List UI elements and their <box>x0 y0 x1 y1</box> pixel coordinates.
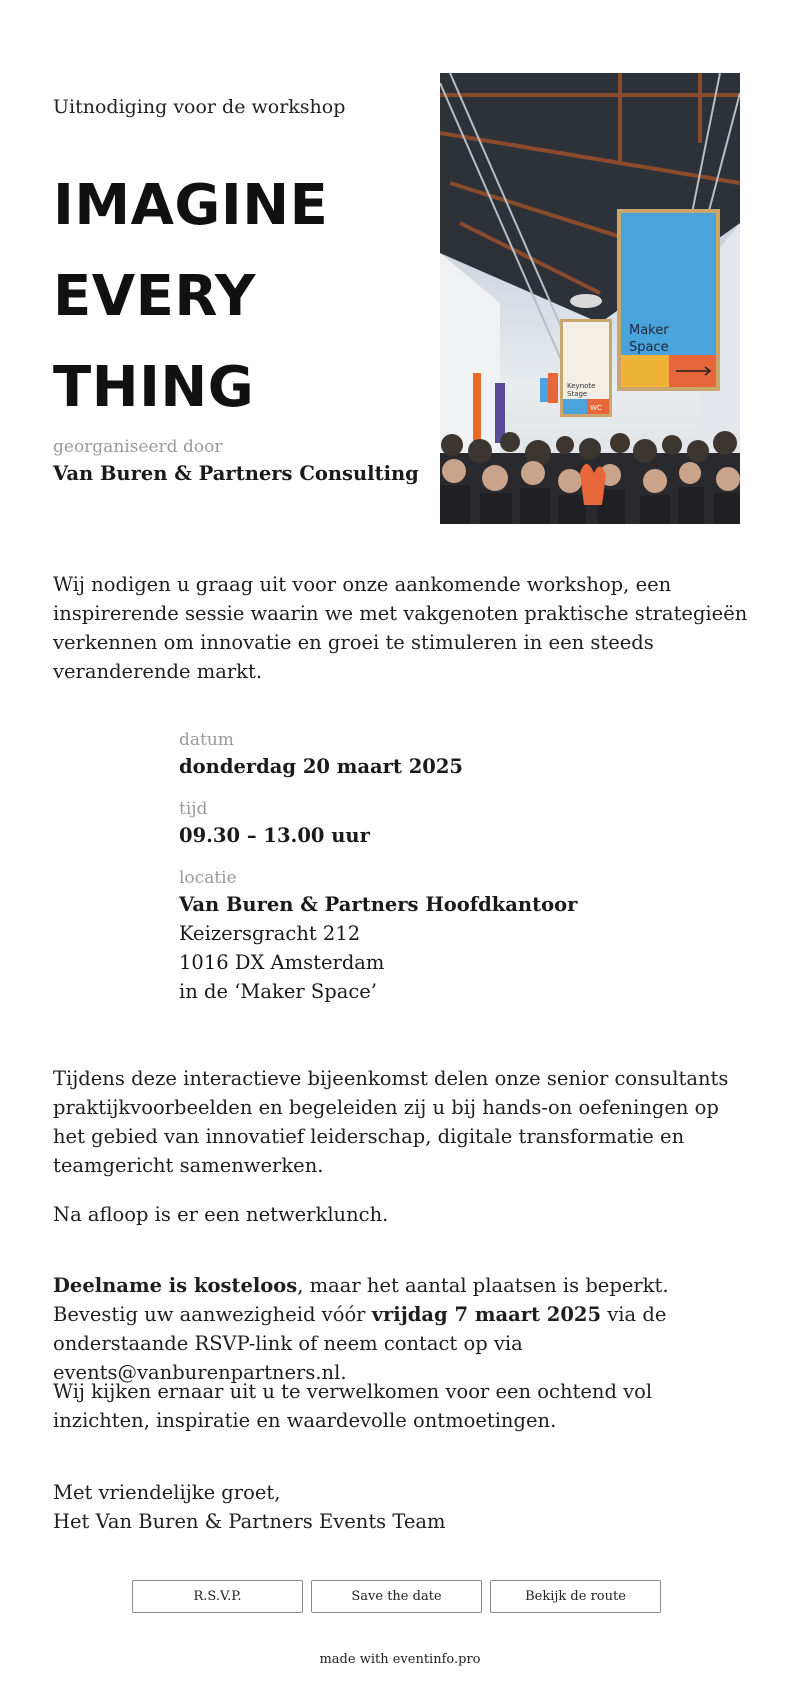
intro-paragraph: Wij nodigen u graag uit voor onze aankomende workshop, een inspirerende sessie waarin we met vakgenoten praktische strategieën verkennen om innovatie en groei te stimuleren in een steeds veranderende markt. <box>53 573 748 683</box>
maker-space-sign-line-2: Space <box>629 340 669 355</box>
wc-sign: WC <box>590 404 602 412</box>
keynote-sign-line-1: Keynote <box>567 382 596 390</box>
organized-by-label: georganiseerd door <box>53 437 223 457</box>
rsvp-paragraph <box>53 1271 753 1387</box>
location-street: Keizersgracht 212 <box>179 922 361 945</box>
free-participation-text: Deelname is kosteloos <box>53 1274 298 1297</box>
event-title-line-2: EVERY <box>53 264 256 329</box>
date-block <box>179 728 739 781</box>
organizer-name: Van Buren & Partners Consulting <box>53 462 419 485</box>
rsvp-text-part: , maar het aantal plaatsen is beperkt. Bevestig uw aanwezigheid vóór <box>53 1274 669 1326</box>
location-name: Van Buren & Partners Hoofdkantoor <box>179 893 578 916</box>
time-label: tijd <box>179 799 208 819</box>
time-value: 09.30 – 13.00 uur <box>179 824 370 847</box>
location-label: locatie <box>179 868 237 888</box>
action-buttons <box>132 1580 661 1613</box>
signoff-team: Het Van Buren & Partners Events Team <box>53 1510 446 1533</box>
date-label: datum <box>179 730 234 750</box>
program-paragraph: Tijdens deze interactieve bijeenkomst delen onze senior consultants praktijkvoorbeelden en begeleiden zij u bij hands-on oefeningen op het gebied van innovatief leiderschap, digitale transformatie en teamgericht samenwerken. <box>53 1067 729 1177</box>
event-title-line-1: IMAGINE <box>53 173 329 238</box>
invitation-intro: Uitnodiging voor de workshop <box>53 96 346 118</box>
location-city: 1016 DX Amsterdam <box>179 951 385 974</box>
footer-credit[interactable]: made with eventinfo.pro <box>319 1652 481 1667</box>
keynote-sign-line-2: Stage <box>567 390 588 398</box>
signoff-greeting: Met vriendelijke groet, <box>53 1481 281 1504</box>
maker-space-sign-line-1: Maker <box>629 323 669 338</box>
location-block <box>179 866 739 1006</box>
rsvp-deadline: vrijdag 7 maart 2025 <box>371 1303 602 1326</box>
event-photo <box>440 73 740 524</box>
date-value: donderdag 20 maart 2025 <box>179 755 463 778</box>
event-details <box>179 728 739 1022</box>
lunch-paragraph: Na afloop is er een netwerklunch. <box>53 1203 389 1226</box>
signoff <box>53 1478 753 1536</box>
rsvp-contact-text: via de onderstaande RSVP-link of neem contact op via events@vanburenpartners.nl. <box>53 1303 667 1384</box>
save-the-date-button[interactable]: Save the date <box>311 1580 482 1613</box>
rsvp-button[interactable]: R.S.V.P. <box>132 1580 303 1613</box>
view-route-button[interactable]: Bekijk de route <box>490 1580 661 1613</box>
time-block <box>179 797 739 850</box>
event-title <box>53 160 328 433</box>
closing-paragraph: Wij kijken ernaar uit u te verwelkomen voor een ochtend vol inzichten, inspiratie en waardevolle ontmoetingen. <box>53 1380 653 1432</box>
event-title-line-3: THING <box>53 355 255 420</box>
location-room: in de ‘Maker Space’ <box>179 980 378 1003</box>
